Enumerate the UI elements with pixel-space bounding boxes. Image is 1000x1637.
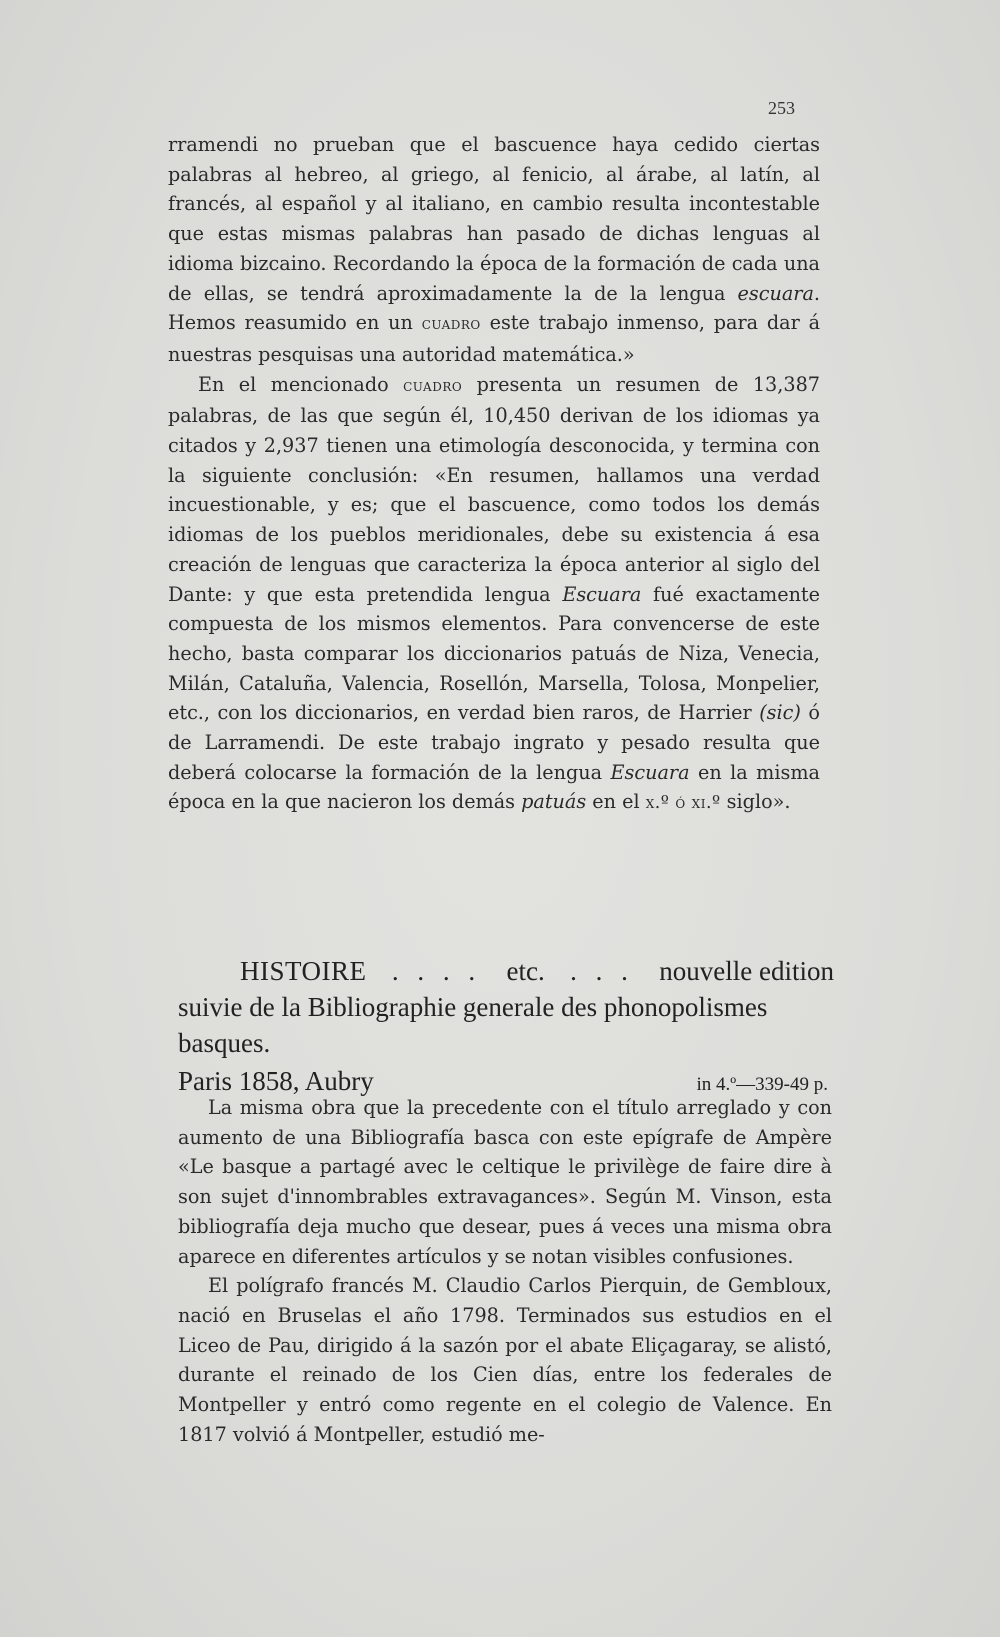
entry-format: in 4.º—339-49 p. — [696, 1074, 828, 1095]
text-run: fué exactamente compuesta de los mismos elementos. Para convencerse de este hecho, basta comparar los diccionarios patuás de Niza, Venecia, Milán, Cataluña, Valencia, Rosellón, Marsella, Tolosa, Monpelier, etc., con los diccionarios, en verdad bien raros, de Harrier — [168, 582, 820, 725]
text-run: siglo». — [720, 790, 791, 814]
entry-subtitle: suivie de la Bibliographie generale des phonopolismes basques. — [178, 992, 768, 1058]
text-block-top — [168, 130, 820, 819]
entry-edition: nouvelle edition — [659, 956, 834, 986]
text-run: presenta un resumen de 13,387 palabras, de las que según él, 10,450 derivan de los idiomas ya citados y 2,937 tienen una etimología desconocida, y termina con la siguiente conclusión: «En resumen, hallamos una verdad incuestionable, y es; que el bascuence, como todos los demás idiomas de los pueblos meridionales, debe su existencia á esa creación de lenguas que caracteriza la época anterior al siglo del Dante: y que esta pretendida lengua — [168, 372, 820, 606]
ellipsis-dots: . . . — [570, 956, 634, 986]
text-run: rramendi no prueban que el bascuence haya cedido ciertas palabras al hebreo, al griego, al fenicio, al árabe, al latín, al francés, al español y al italiano, en cambio resulta incontestable que estas mismas palabras han pasado de dichas lenguas al idioma bizcaino. Recordando la época de la formación de cada una de ellas, se tendrá aproximadamente la de la lengua — [168, 133, 820, 305]
italic-term: Escuara — [562, 582, 642, 606]
smallcaps-term: cuadro — [421, 314, 481, 335]
text-run: En el mencionado — [198, 372, 404, 396]
entry-imprint: Paris 1858, Aubry — [178, 1066, 374, 1096]
paragraph-cuadro — [168, 370, 820, 820]
italic-term: patuás — [521, 790, 587, 814]
italic-term: escuara — [737, 281, 814, 305]
text-run: este trabajo inmenso, para dar á nuestras pesquisas una autoridad matemática.» — [168, 311, 821, 366]
paragraph-biography: El polígrafo francés M. Claudio Carlos Pierquin, de Gembloux, nació en Bruselas el año 1798. Terminados sus estudios en el Liceo de Pau, dirigido á la sazón por el abate Eliçagaray, se alistó, durante el reinado de los Cien días, entre los federales de Montpeller y entró como regente en el colegio de Valence. En 1817 volvió á Montpeller, estudió me- — [178, 1274, 832, 1446]
text-run: ó de Larramendi. De este trabajo ingrato y pesado resulta que deberá colocarse la formación de la lengua — [168, 701, 820, 784]
bibliographic-entry-heading — [178, 953, 834, 1105]
entry-title: HISTOIRE — [240, 956, 367, 986]
paragraph-continuation — [168, 130, 820, 370]
text-run: . Hemos reasumido en un — [168, 281, 820, 335]
entry-etc: etc. — [506, 956, 545, 986]
ellipsis-dots: . . . . — [391, 956, 482, 986]
page-number: 253 — [768, 98, 795, 118]
italic-term: Escuara — [610, 760, 690, 784]
text-block-bottom — [178, 1093, 832, 1449]
entry-title-line — [178, 953, 834, 989]
smallcaps-term: cuadro — [403, 375, 463, 396]
text-run: en el — [586, 790, 646, 814]
italic-term: (sic) — [759, 701, 801, 725]
smallcaps-term: x.º ó xi.º — [645, 793, 721, 814]
paragraph-description: La misma obra que la precedente con el título arreglado y con aumento de una Bibliografía basca con este epígrafe de Ampère «Le basque a partagé avec le celtique le privilège de faire dire à son sujet d'innombrables extravagances». Según M. Vinson, esta bibliografía deja mucho que desear, pues á veces una misma obra aparece en diferentes artículos y se notan visibles confusiones. — [178, 1096, 832, 1268]
text-run: en la misma época en la que nacieron los demás — [168, 760, 820, 814]
